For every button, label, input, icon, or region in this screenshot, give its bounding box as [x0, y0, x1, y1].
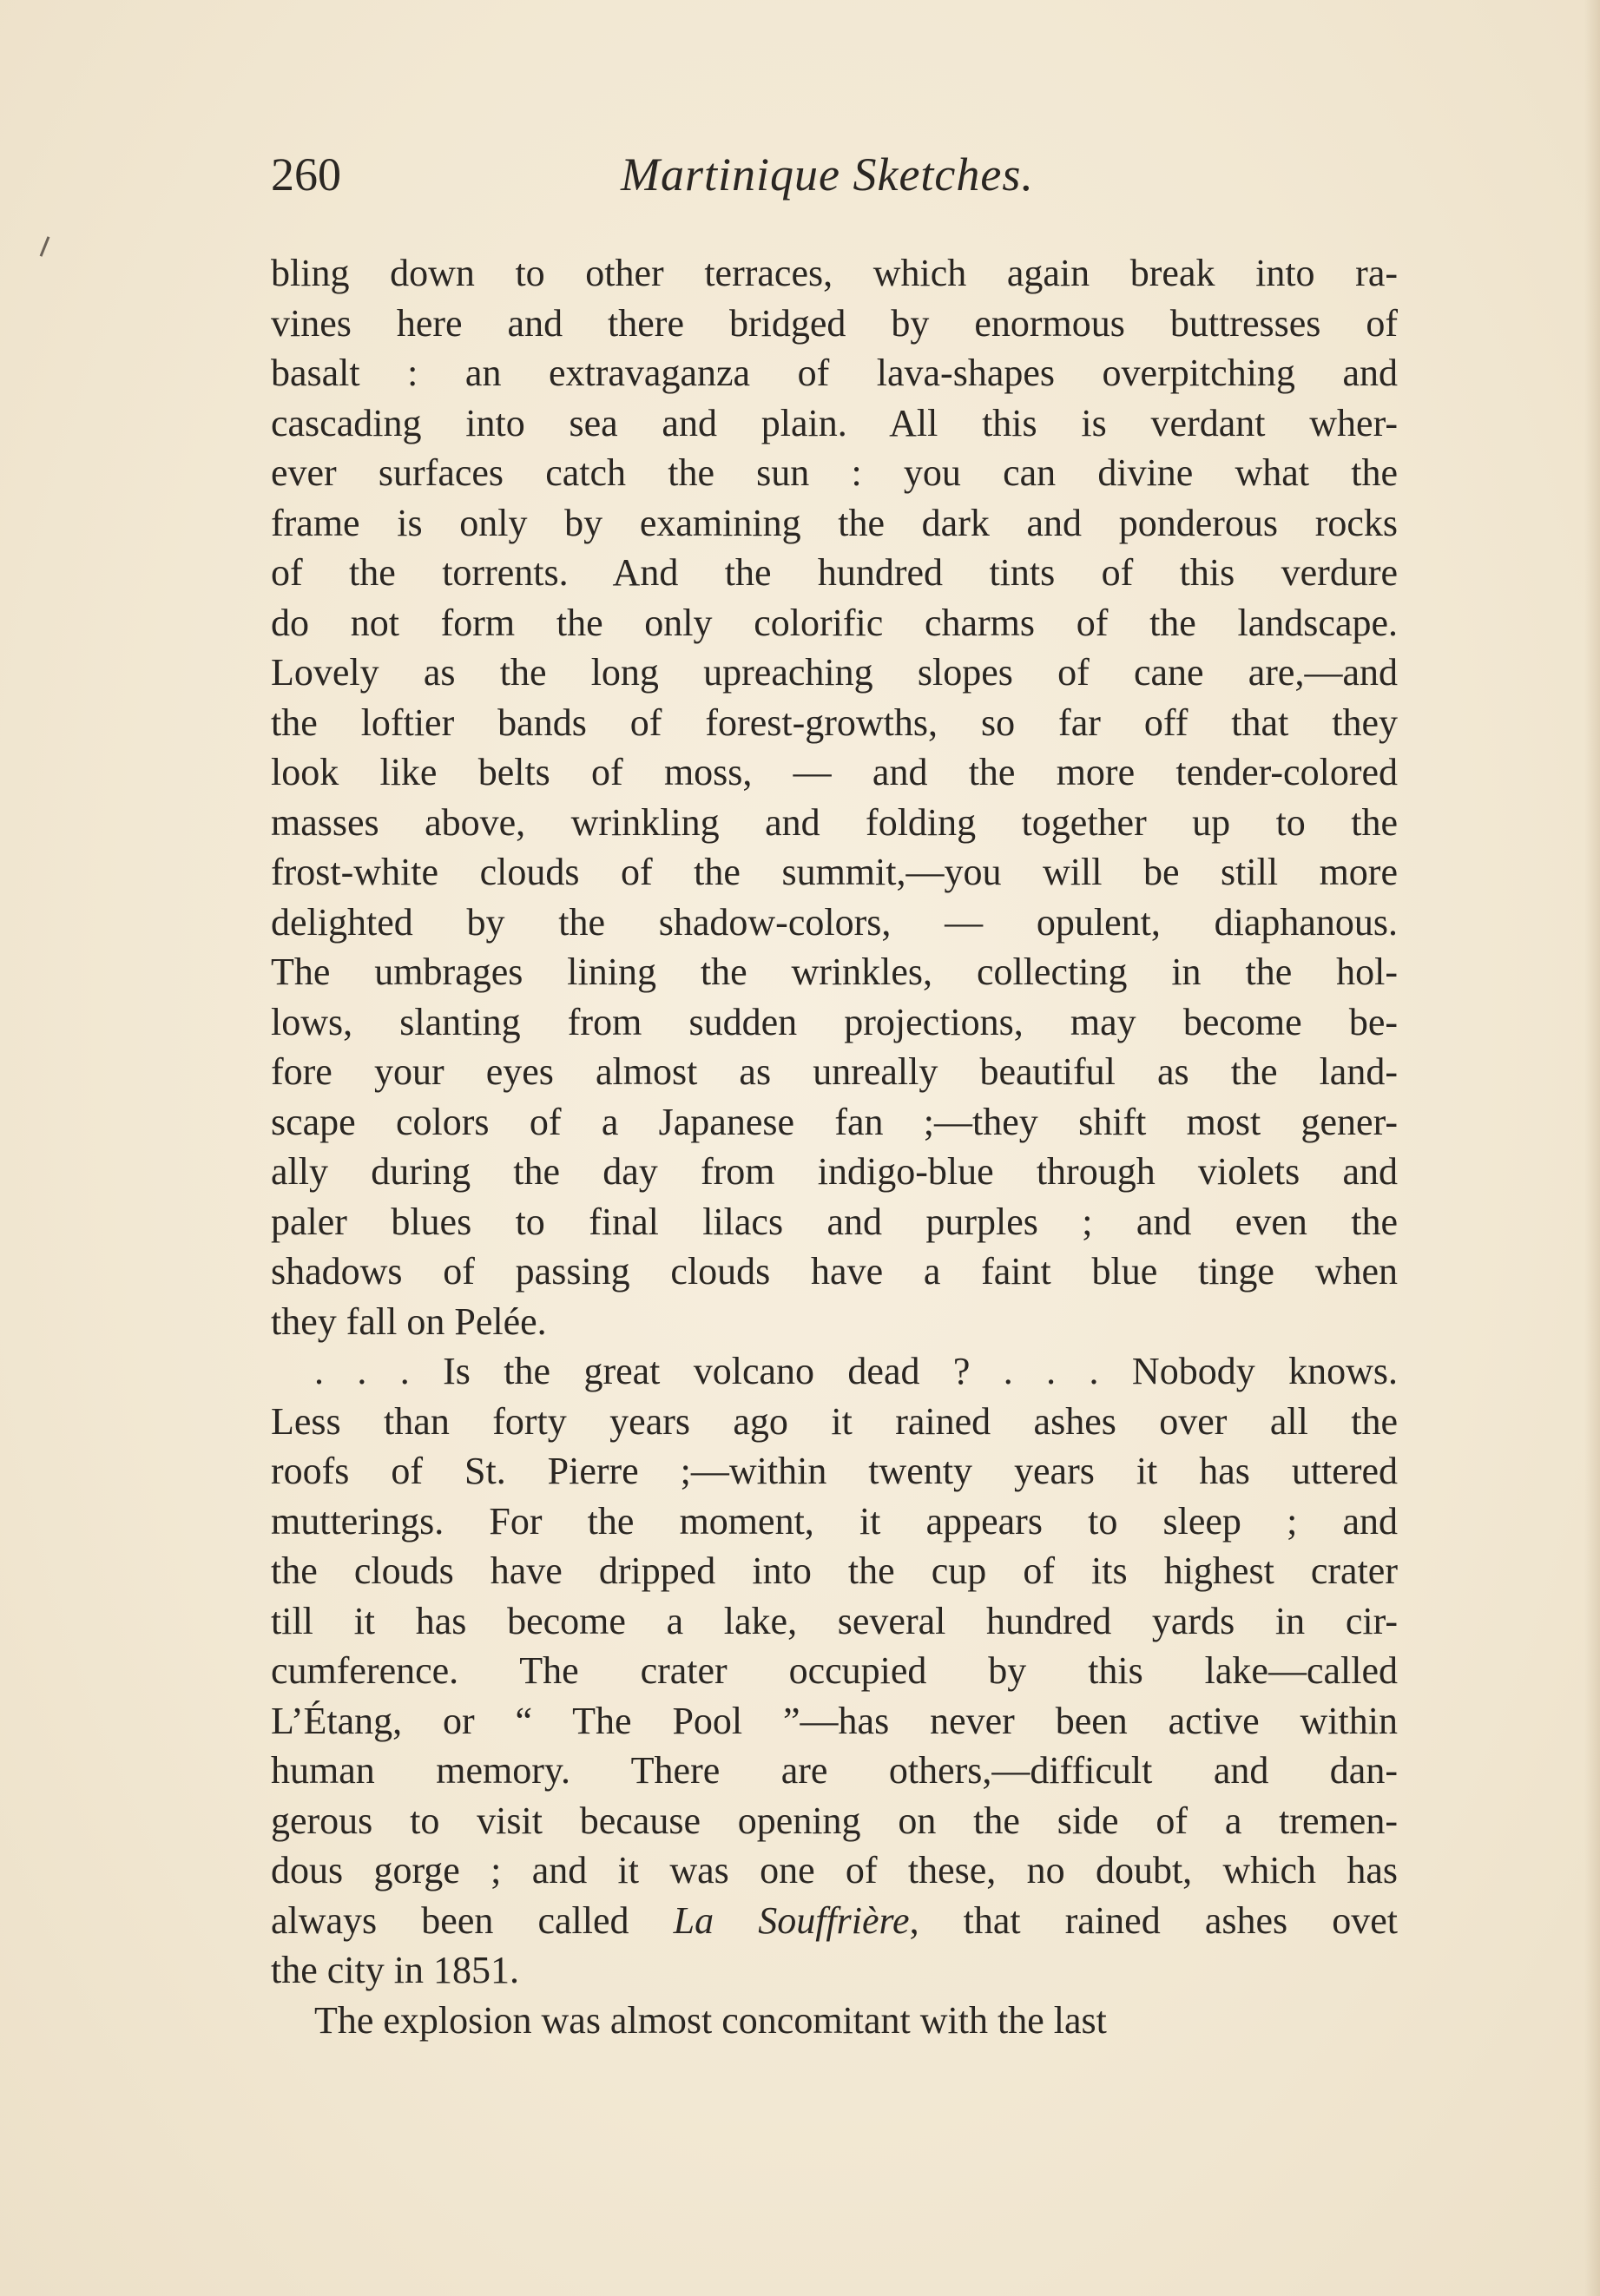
text-line: Lovely as the long upreaching slopes of cane are,—and — [271, 651, 1398, 694]
text-line: basalt : an extravaganza of lava-shapes overpitching and — [271, 352, 1398, 394]
text-line: cumference. The crater occupied by this lake—called — [271, 1649, 1398, 1692]
text-line: mutterings. For the moment, it appears to sleep ; and — [271, 1499, 1398, 1543]
text-line: the city in 1851. — [271, 1949, 519, 1991]
text-line: human memory. There are others,—difficult and dan- — [271, 1749, 1398, 1792]
text-line: The umbrages lining the wrinkles, collecting in the hol- — [271, 951, 1398, 993]
text-line-with-italic — [271, 1896, 1398, 1946]
page-number: 260 — [271, 148, 341, 201]
running-header — [271, 148, 1399, 217]
text-line: do not form the only colorific charms of the landscape. — [271, 601, 1398, 644]
text-line: paler blues to final lilacs and purples ; and even the — [271, 1200, 1398, 1243]
text-line: till it has become a lake, several hundred yards in cir- — [271, 1599, 1398, 1642]
text-line: gerous to visit because opening on the side of a tremen- — [271, 1799, 1398, 1842]
text-line: The explosion was almost concomitant with the last — [314, 1998, 1107, 2042]
text-line: bling down to other terraces, which again break into ra- — [271, 252, 1398, 294]
stray-pencil-mark — [40, 236, 50, 256]
text-line: roofs of St. Pierre ;—within twenty years it has uttered — [271, 1450, 1398, 1492]
running-title: Martinique Sketches. — [621, 148, 1034, 201]
body-text — [271, 248, 1398, 2045]
text-line: masses above, wrinkling and folding together up to the — [271, 800, 1398, 844]
text-line: frost-white clouds of the summit,—you will be still more — [271, 851, 1398, 893]
text-line: scape colors of a Japanese fan ;—they shift most gener- — [271, 1100, 1398, 1143]
text-line: frame is only by examining the dark and ponderous rocks — [271, 501, 1398, 544]
text-line: they fall on Pelée. — [271, 1299, 547, 1343]
text-line: ally during the day from indigo-blue through violets and — [271, 1150, 1398, 1193]
text-line: vines here and there bridged by enormous buttresses of — [271, 301, 1398, 345]
text-line: look like belts of moss, — and the more tender-colored — [271, 751, 1398, 793]
text-line: cascading into sea and plain. All this is verdant wher- — [271, 401, 1398, 444]
text-line: Less than forty years ago it rained ashes over all the — [271, 1399, 1398, 1443]
text-line: the clouds have dripped into the cup of its highest crater — [271, 1549, 1398, 1592]
text-line: delighted by the shadow-colors, — opulent, diaphanous. — [271, 900, 1398, 944]
page-edge-shadow — [1584, 0, 1600, 2296]
text-line: of the torrents. And the hundred tints of this verdure — [271, 551, 1398, 594]
text-line: shadows of passing clouds have a faint blue tinge when — [271, 1250, 1398, 1293]
text-line: ever surfaces catch the sun : you can divine what the — [271, 451, 1398, 494]
italic-place-name: La Souffrière — [673, 1898, 910, 1942]
text-line: L’Étang, or “ The Pool ”—has never been active within — [271, 1699, 1398, 1742]
text-line: dous gorge ; and it was one of these, no doubt, which has — [271, 1849, 1398, 1891]
text-segment: always been called — [271, 1898, 674, 1942]
text-line: . . . Is the great volcano dead ? . . . Nobody knows. — [314, 1350, 1398, 1392]
text-line: fore your eyes almost as unreally beautiful as the land- — [271, 1050, 1398, 1093]
text-line: the loftier bands of forest-growths, so far off that they — [271, 701, 1398, 744]
text-line: lows, slanting from sudden projections, may become be- — [271, 1000, 1398, 1043]
text-segment: , that rained ashes ovet — [909, 1898, 1398, 1942]
